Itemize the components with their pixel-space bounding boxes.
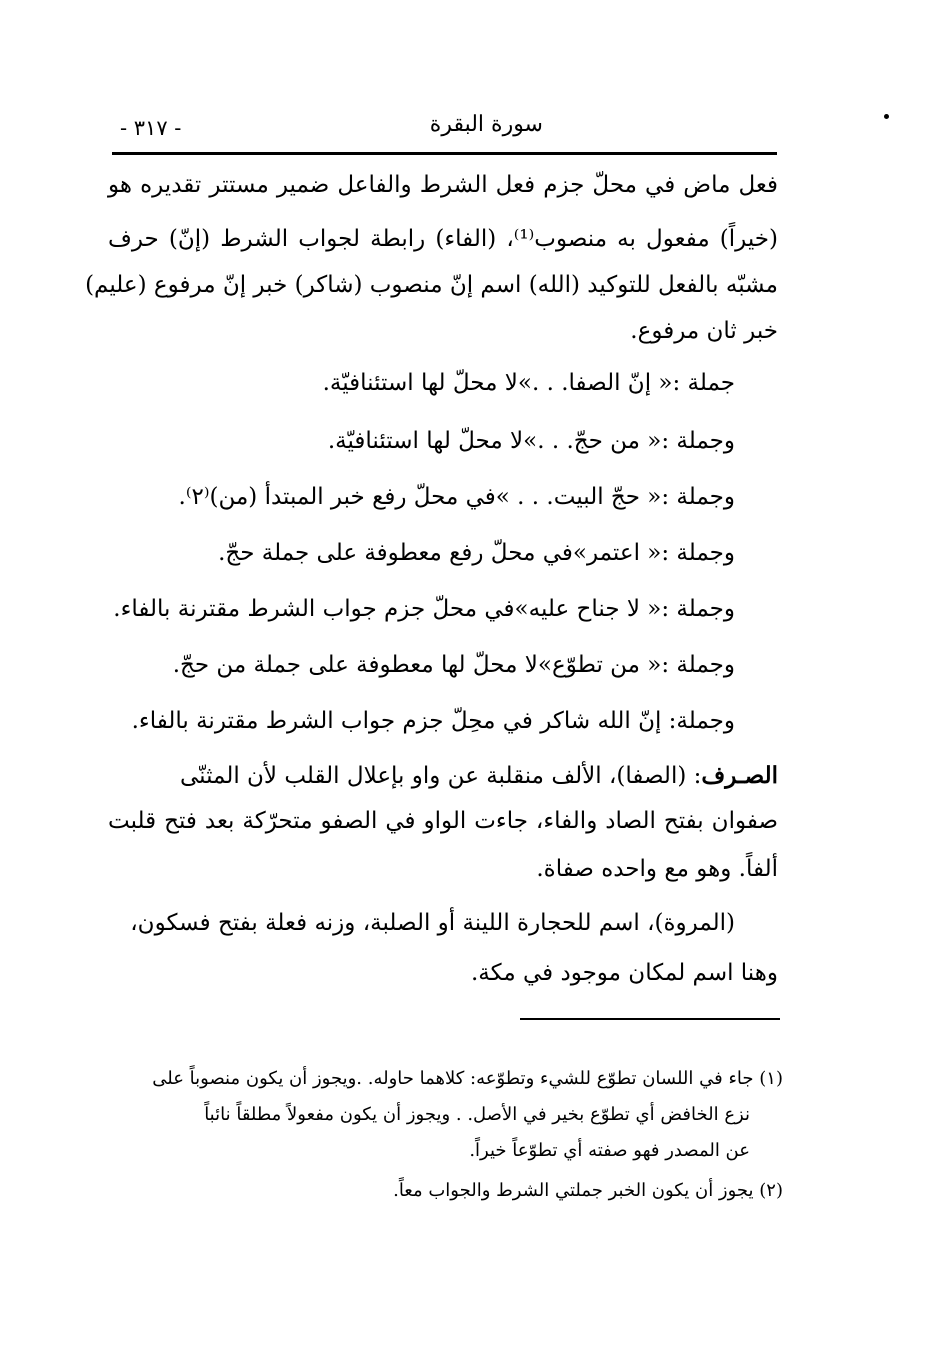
footnote-1-line-3: عن المصدر فهو صفته أي تطوّعاً خيراً. [469, 1140, 750, 1161]
sarf-line-1-text: : (الصفا)، الألف منقلبة عن واو بإعلال القلب لأن المثنّى [179, 763, 702, 789]
header-rule [112, 152, 777, 155]
sarf-line-1 [108, 762, 778, 789]
body-line-2: (خيراً) مفعول به منصوب⁽¹⁾، (الفاء) رابطة لجواب الشرط (إنّ) حرف [108, 226, 778, 252]
sarf-line-2: صفوان بفتح الصاد والفاء، جاءت الواو في الصفو متحرّكة بعد فتح قلبت [108, 808, 778, 834]
sentence-6: وجملة :« من تطوّع»لا محلّ لها معطوفة على جملة من حجّ. [172, 652, 735, 678]
footnote-1-line-2: نزع الخافض أي تطوّع بخير في الأصل. . ويجوز أن يكون مفعولاً مطلقاً نائباً [204, 1104, 750, 1125]
footnote-rule [520, 1018, 780, 1020]
sarf-line-3: ألفاً. وهو مع واحده صفاة. [536, 856, 778, 882]
sentence-7: وجملة: إنّ الله شاكر في محِلّ جزم جواب الشرط مقترنة بالفاء. [131, 708, 735, 734]
sentence-4: وجملة :« اعتمر»في محلّ رفع معطوفة على جملة حجّ. [218, 540, 735, 566]
sentence-2: وجملة :« من حجّ. . .»لا محلّ لها استئنافيّة. [327, 428, 735, 454]
sarf-term: الصـرف [701, 762, 778, 789]
sarf-line-4: (المروة)، اسم للحجارة اللينة أو الصلبة، وزنه فعلة بفتح فسكون، [130, 910, 735, 936]
body-line-1: فعل ماض في محلّ جزم فعل الشرط والفاعل ضمير مستتر تقديره هو [108, 172, 778, 198]
sentence-3: وجملة :« حجّ البيت. . . »في محلّ رفع خبر المبتدأ (من)⁽٢⁾. [178, 484, 735, 510]
speck-mark [884, 114, 889, 119]
body-line-3: مشبّه بالفعل للتوكيد (الله) اسم إنّ منصوب (شاكر) خبر إنّ مرفوع (عليم) [85, 272, 778, 298]
running-header-title: سورة البقرة [429, 112, 543, 137]
footnote-2-line-1: (٢) يجوز أن يكون الخبر جملتي الشرط والجواب معاً. [393, 1180, 783, 1201]
body-line-4: خبر ثان مرفوع. [630, 318, 778, 344]
sentence-1: جملة :« إنّ الصفا. . .»لا محلّ لها استئنافيّة. [322, 370, 735, 396]
sarf-line-5: وهنا اسم لمكان موجود في مكة. [471, 960, 778, 986]
footnote-1-line-1: (١) جاء في اللسان تطوّع للشيء وتطوّعه: كلاهما حاوله. .ويجوز أن يكون منصوباً على [152, 1068, 783, 1089]
sentence-5: وجملة :« لا جناح عليه»في محلّ جزم جواب الشرط مقترنة بالفاء. [113, 596, 735, 622]
page-number: - ٣١٧ - [120, 116, 182, 140]
